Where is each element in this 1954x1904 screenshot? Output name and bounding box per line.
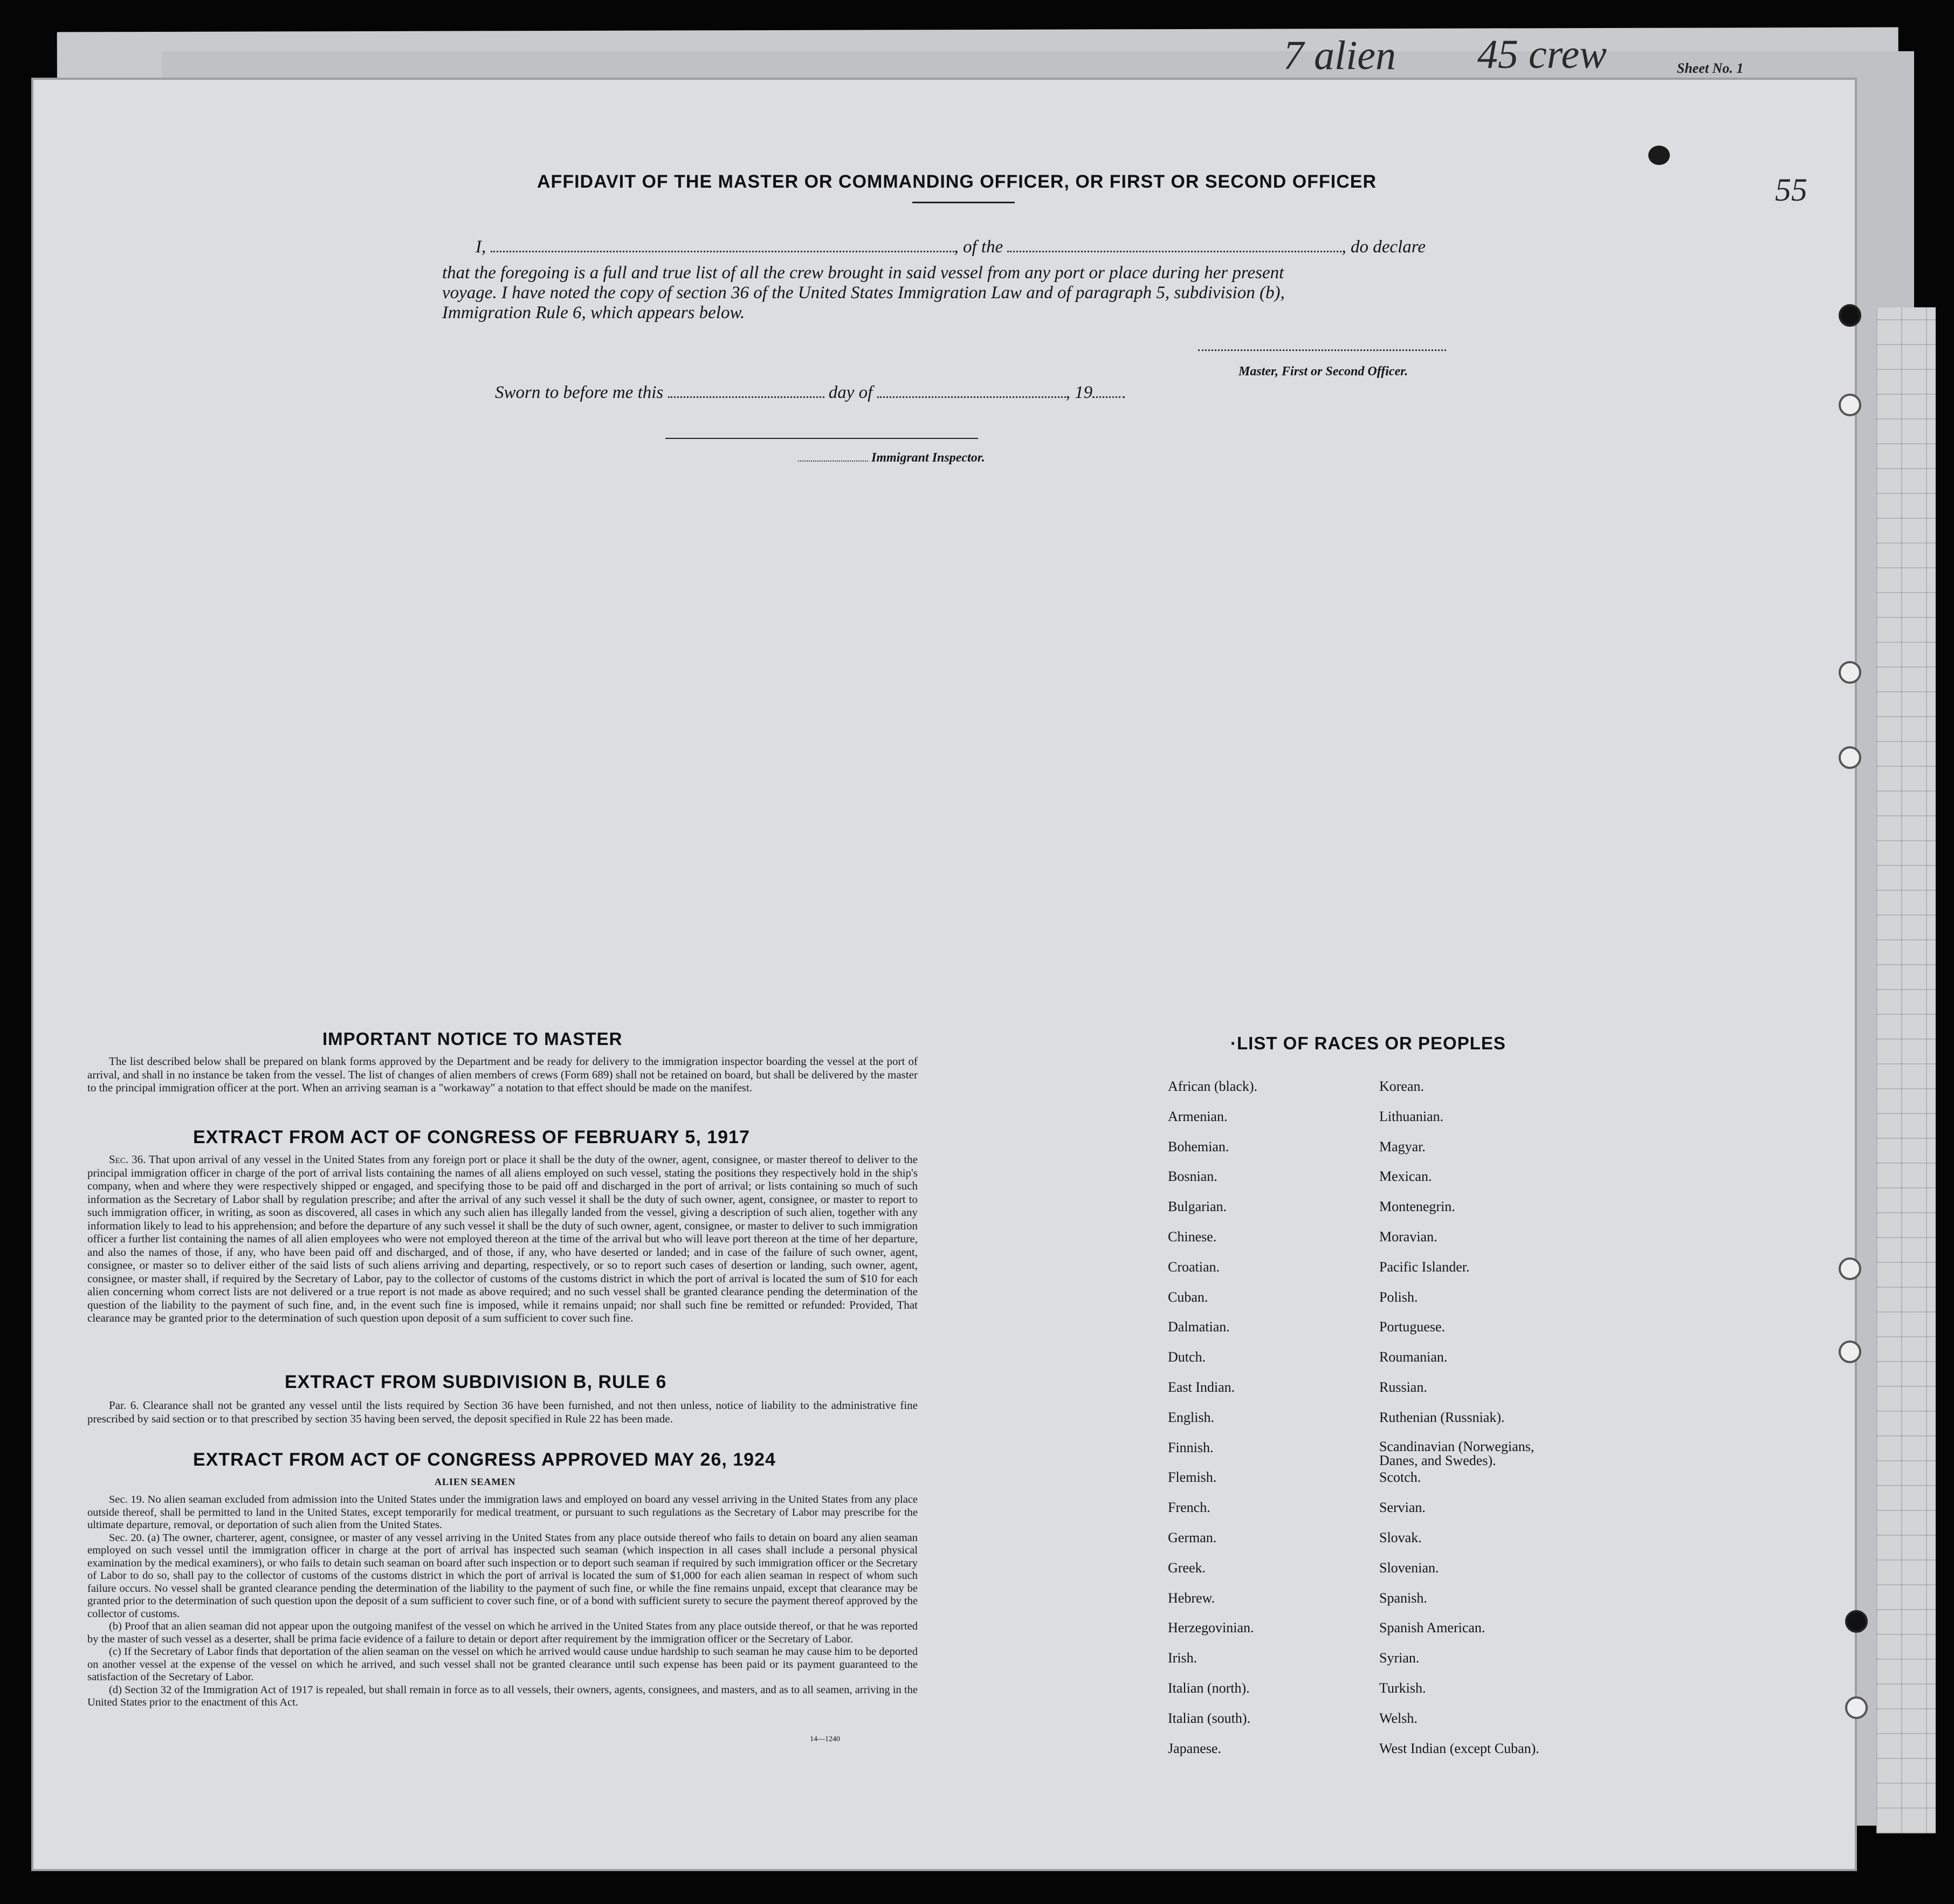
affidavit-line1 [476,237,1426,257]
race-item: West Indian (except Cuban). [1379,1740,1539,1756]
race-item: Chinese. [1168,1228,1217,1245]
line1-of-the: , of the [954,237,1003,257]
subdivision-text: Par. 6. Clearance shall not be granted any vessel until the lists required by Section 36 have been furnished, and not then unless, notice of liability to the administrative fine prescribed by said section or to that prescribed by section 35 having been served, the deposit specified in Rule 22 has been made. [87,1399,918,1425]
punch-hole [1845,1610,1868,1633]
race-item: Dutch. [1168,1349,1206,1365]
affidavit-line2: that the foregoing is a full and true list of all the crew brought in said vessel from any port or place during her present [442,263,1284,283]
race-item: Herzegovinian. [1168,1620,1254,1636]
extract-1917-title: EXTRACT FROM ACT OF CONGRESS OF FEBRUARY 5, 1917 [193,1127,750,1147]
race-item: French. [1168,1500,1210,1516]
race-item: Flemish. [1168,1469,1217,1486]
affidavit-title: AFFIDAVIT OF THE MASTER OR COMMANDING OFFICER, OR FIRST OR SECOND OFFICER [537,171,1377,192]
inspector-label: Immigrant Inspector. [871,451,985,465]
month-blank [877,396,1066,398]
punch-hole [1839,394,1861,416]
alien-seamen-subtitle: ALIEN SEAMEN [435,1476,516,1487]
race-item: Roumanian. [1379,1349,1448,1365]
race-item: Montenegrin. [1379,1199,1455,1215]
line1-i: I, [476,237,486,257]
notice-body [87,1055,918,1095]
sec20d-text: (d) Section 32 of the Immigration Act of 1917 is repealed, but shall remain in force as to all vessels, their owners, agents, consignees, and masters, and as to all seamen, arriving in the United States prior to the enactment of this Act. [87,1683,918,1708]
race-item: Portuguese. [1379,1319,1446,1335]
notice-text: The list described below shall be prepared on blank forms approved by the Department and be ready for delivery to the immigration inspector boarding the vessel at the port of arrival, and shall in no instance be taken from the vessel. The list of changes of alien members of crews (Form 689) shall not be retained on board, but shall be delivered by the master to the principal immigration officer at the port. When an arriving seaman is a "workaway" a notation to that effect should be made on the manifest. [87,1055,918,1094]
race-item: Servian. [1379,1500,1426,1516]
sworn-prefix: Sworn to before me this [495,383,664,402]
notice-title: IMPORTANT NOTICE TO MASTER [322,1029,623,1049]
race-item: Magyar. [1379,1138,1426,1154]
race-item: Dalmatian. [1168,1319,1230,1335]
sworn-year: , 19 [1065,383,1093,402]
punch-hole [1839,746,1861,769]
affidavit-line4: Immigration Rule 6, which appears below. [442,303,745,322]
day-blank [668,396,824,398]
extract-1924-title: EXTRACT FROM ACT OF CONGRESS APPROVED MAY 26, 1924 [193,1449,776,1470]
race-item: Italian (south). [1168,1710,1251,1726]
signature-label: Master, First or Second Officer. [1239,365,1408,379]
handwritten-note-left: 7 alien [1283,33,1396,78]
sworn-day-of: day of [828,383,873,402]
races-title: ·LIST OF RACES OR PEOPLES [1230,1033,1506,1053]
race-item: Mexican. [1379,1168,1432,1185]
race-item: Bosnian. [1168,1168,1217,1185]
sec20b-text: (b) Proof that an alien seaman did not appear upon the outgoing manifest of the vessel on which he arrived in the United States from any place outside thereof, or that he was reported by the master of such vessel as a deserter, shall be prima facie evidence of a failure to detain or deport after requirement by the immigration officer or the Secretary of Labor. [87,1620,918,1645]
extract-1924-body [87,1494,918,1709]
line1-declare: , do declare [1341,237,1426,257]
race-item: Irish. [1168,1650,1198,1666]
year-blank [1092,396,1125,398]
sworn-line [495,383,1125,403]
race-item: Turkish. [1379,1680,1426,1696]
sec19-text: Sec. 19. No alien seaman excluded from admission into the United States under the immigration laws and employed on board any vessel arriving in the United States from any place outside thereof, shall be permitted to land in the United States, except temporarily for medical treatment, or pursuant to such regulations as the Secretary of Labor may prescribe for the ultimate departure, removal, or deportation of such alien from the United States. [87,1494,918,1531]
signature-line [1198,349,1446,351]
sec20a-text: Sec. 20. (a) The owner, charterer, agent, consignee, or master of any vessel arriving in the United States from any place outside thereof who fails to detain on board any alien seaman employed on such vessel until the immigration officer in charge at the port of arrival has inspected such seaman (which inspection in all cases shall include a personal physical examination by the medical examiners), or who fails to detain such seaman on board after such inspection or to deport such seaman if required by such immigration officer or the Secretary of Labor to do so, shall pay to the collector of customs of the customs district in which the port of arrival is located the sum of $1,000 for each alien seaman in respect of whom such failure occurs. No vessel shall be granted clearance pending the determination of the liability to the payment of such fine, or while the fine remains unpaid, except that clearance may be granted prior to the determination of such question upon the deposit of a sum sufficient to cover such fine, or of a bond with sufficient surety to secure the payment thereof approved by the collector of customs. [87,1531,918,1620]
race-item: Scandinavian (Norwegians, Danes, and Swedes). [1379,1438,1535,1468]
races-right-column [1379,1078,1563,1770]
ink-blot [1648,146,1670,165]
handwritten-note-right: 45 crew [1477,32,1607,77]
title-underline [912,202,1015,203]
race-item: Greek. [1168,1559,1206,1576]
race-item: Slovenian. [1379,1559,1439,1576]
sec36-label: Sec. 36. [109,1153,146,1166]
punch-hole [1839,304,1861,327]
race-item: German. [1168,1529,1217,1545]
race-item: Slovak. [1379,1529,1422,1545]
vessel-blank [1007,251,1341,252]
race-item: Pacific Islander. [1379,1259,1470,1275]
race-item: Finnish. [1168,1439,1214,1455]
races-left-column [1168,1078,1257,1770]
sec20c-text: (c) If the Secretary of Labor finds that deportation of the alien seaman on the vessel on which he arrived would cause undue hardship to such seaman he may cause him to be deported on another vessel at the expense of the vessel on which he arrived, and such vessel shall not be granted clearance until such expense has been paid or its payment guaranteed to the satisfaction of the Secretary of Labor. [87,1646,918,1683]
handwritten-mark: 55 [1775,172,1807,208]
punch-hole [1839,1257,1861,1280]
subdivision-title: EXTRACT FROM SUBDIVISION B, RULE 6 [285,1372,667,1392]
subdivision-body [87,1399,918,1425]
race-item: Russian. [1379,1379,1427,1395]
race-item: Spanish. [1379,1590,1427,1606]
race-item: Armenian. [1168,1108,1228,1124]
punch-hole [1839,661,1861,684]
inspector-signature-line [665,438,978,439]
race-item: English. [1168,1409,1214,1425]
sec36-text: That upon arrival of any vessel in the United States from any foreign port or place it shall be the duty of the owner, agent, consignee, or master thereof to deliver to the principal immigration officer in charge of the port of arrival lists containing the names of all aliens employed on such vessel, stating the positions they respectively hold in the ship's company, when and where they were respectively shipped or engaged, and specifying those to be paid off and discharged in the port of arrival; or lists containing so much of such information as the Secretary of Labor shall by regulation prescribe; and after the arrival of any such vessel it shall be the duty of such owner, agent, consignee, or master to report to such immigration officer, in writing, as soon as discovered, all cases in which any such alien has illegally landed from the vessel, giving a description of such alien, together with any information likely to lead to his apprehension; and before the departure of any such vessel it shall be the duty of such owner, agent, consignee, or master to deliver to such immigration officer a further list containing the names of all alien employees who were not employed thereon at the time of the arrival but who will leave port thereon at the time of her departure, and also the names of those, if any, who have been paid off and discharged, and of those, if any, who have deserted or landed; and in case of the failure of such owner, agent, consignee, or master so to deliver either of the said lists of such aliens arriving and departing, respectively, or so to report such cases of desertion or landing, such owner, agent, consignee, or master shall, if required by the Secretary of Labor, pay to the collector of customs of the customs district in which the port of arrival is located the sum of $10 for each alien concerning whom correct lists are not delivered or a true report is not made as above required; and no such vessel shall be granted clearance pending the determination of the question of the liability to the payment of such fine, and, in the event such fine is imposed, while it remains unpaid; nor shall such fine be remitted or refunded: Provided, That clearance may be granted prior to the determination of such question upon deposit of a sum sufficient to cover such fine. [87,1153,918,1324]
race-item: Bohemian. [1168,1138,1229,1154]
affidavit-line3: voyage. I have noted the copy of section 36 of the United States Immigration Law and of paragraph 5, subdivision (b), [442,283,1285,303]
race-item: East Indian. [1168,1379,1235,1395]
race-item: Scotch. [1379,1469,1421,1486]
inspector-line [798,451,985,465]
race-item: Welsh. [1379,1710,1418,1726]
form-number: 14—1240 [810,1735,840,1743]
race-item: Spanish American. [1379,1620,1485,1636]
race-item: Polish. [1379,1289,1418,1305]
race-item: African (black). [1168,1078,1258,1094]
extract-1917-body [87,1153,918,1325]
name-blank [491,251,954,252]
race-item: Japanese. [1168,1740,1221,1756]
affidavit-page [33,80,1855,1869]
race-item: Bulgarian. [1168,1199,1227,1215]
sheet-number: Sheet No. 1 [1677,60,1744,76]
race-item: Hebrew. [1168,1590,1215,1606]
punch-hole [1845,1696,1868,1719]
race-item: Syrian. [1379,1650,1420,1666]
race-item: Moravian. [1379,1228,1437,1245]
race-item: Ruthenian (Russniak). [1379,1409,1505,1425]
race-item: Italian (north). [1168,1680,1250,1696]
race-item: Korean. [1379,1078,1425,1094]
punch-hole [1839,1341,1861,1363]
race-item: Cuban. [1168,1289,1208,1305]
race-item: Croatian. [1168,1259,1220,1275]
graph-paper-strip [1876,307,1936,1833]
race-item: Lithuanian. [1379,1108,1444,1124]
